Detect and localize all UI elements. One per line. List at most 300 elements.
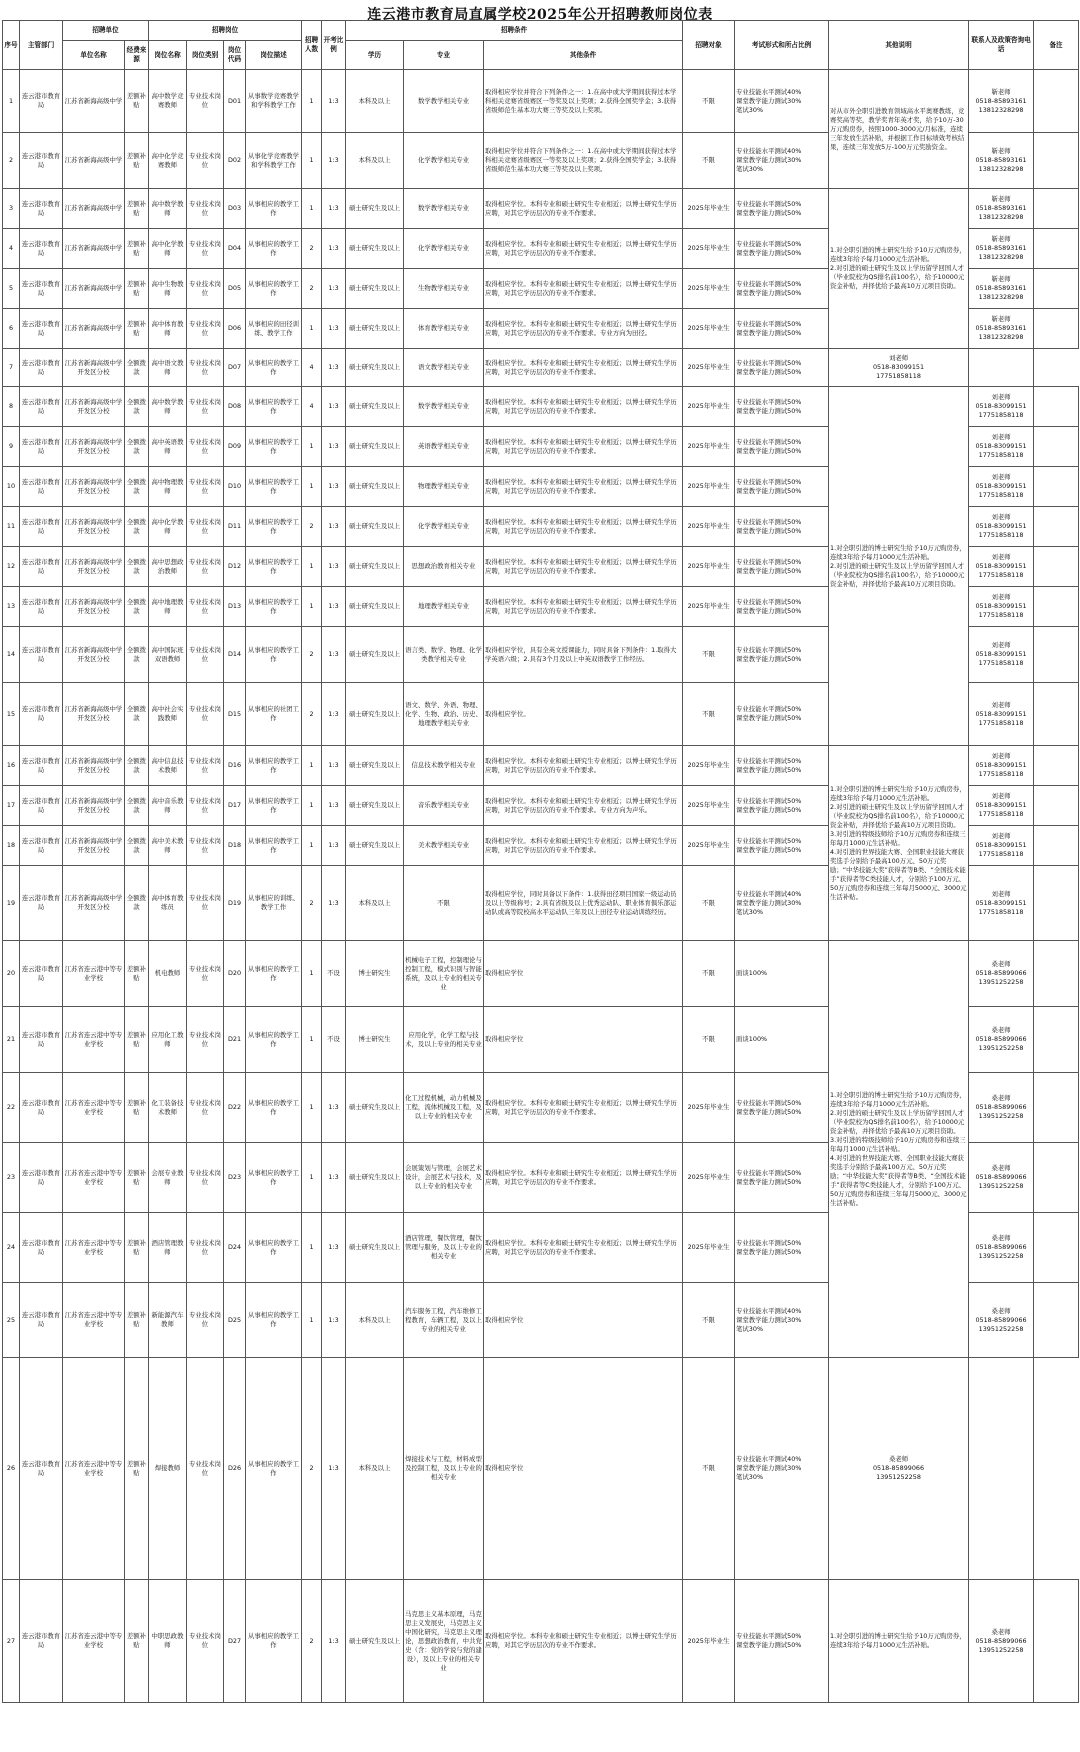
row-count: 1 (302, 587, 322, 627)
row-other: 取得相应学位，具有全英文授课能力，同时具备下列条件：1.取得大学英语六级；2.具有3个月及以上中英双语教学工作经历。 (484, 627, 683, 683)
row-code: D27 (224, 1580, 246, 1703)
row-count: 2 (302, 269, 322, 309)
row-exam: 专业技能水平测试50% 课堂教学能力测试50% (735, 387, 829, 427)
row-code: D17 (224, 786, 246, 826)
row-unit: 江苏省连云港中等专业学校 (63, 1073, 125, 1143)
row-major: 物理教学相关专业 (404, 467, 484, 507)
table-row (3, 349, 1079, 387)
row-edu: 硕士研究生及以上 (346, 627, 404, 683)
row-target: 2025年毕业生 (683, 1073, 735, 1143)
row-count: 1 (302, 189, 322, 229)
row-other: 取得相应学位。本科专业和硕士研究生专业相近；以博士研究生学历应聘，对其它学历层次的专业不作要求。 (484, 467, 683, 507)
row-post: 会展专业教师 (149, 1143, 187, 1213)
row-edu: 本科及以上 (346, 866, 404, 941)
row-target: 2025年毕业生 (683, 507, 735, 547)
row-target: 2025年毕业生 (683, 826, 735, 866)
row-other: 取得相应学位。本科专业和硕士研究生专业相近；以博士研究生学历应聘，对其它学历层次的专业不作要求。 (484, 547, 683, 587)
row-edu: 硕士研究生及以上 (346, 269, 404, 309)
row-dept: 连云港市教育局 (20, 866, 63, 941)
row-count: 1 (302, 1007, 322, 1073)
row-type: 专业技术岗位 (187, 229, 224, 269)
col-cond-group: 招聘条件 (346, 21, 683, 41)
row-edu: 硕士研究生及以上 (346, 683, 404, 746)
row-post: 高中生物教师 (149, 269, 187, 309)
row-post: 高中地理教师 (149, 587, 187, 627)
col-unit-name: 单位名称 (63, 41, 125, 70)
row-post: 酒店管理教师 (149, 1213, 187, 1283)
row-count: 1 (302, 826, 322, 866)
row-desc: 从事相应的教学工作 (246, 746, 302, 786)
row-post: 应用化工教师 (149, 1007, 187, 1073)
row-notes: 1.对全职引进的博士研究生给予10万元购房券，连续3年给予每月1000元生活补贴。 (829, 1580, 969, 1703)
row-notes: 1.对全职引进的博士研究生给予10万元购房券，连续3年给予每月1000元生活补贴。 2.对引进的硕士研究生及以上学历留学回国人才（毕业院校为QS排名前100名），给予10000元资金补贴，并择优给予最高10万元项目资助。 (829, 189, 969, 349)
row-edu: 本科及以上 (346, 70, 404, 133)
row-ratio: 1:3 (322, 349, 346, 387)
row-ratio: 不设 (322, 1007, 346, 1073)
row-dept: 连云港市教育局 (20, 309, 63, 349)
row-seq: 21 (3, 1007, 20, 1073)
row-ratio: 1:3 (322, 467, 346, 507)
row-major: 不限 (404, 866, 484, 941)
row-funding: 全额拨款 (125, 627, 149, 683)
row-post: 高中思想政治教师 (149, 547, 187, 587)
row-funding: 差额补贴 (125, 269, 149, 309)
row-remark (1034, 1007, 1079, 1073)
row-seq: 9 (3, 427, 20, 467)
row-other: 取得相应学位 (484, 1007, 683, 1073)
row-exam: 专业技能水平测试40% 课堂教学能力测试30% 笔试30% (735, 133, 829, 189)
row-desc: 从事相应的教学工作 (246, 349, 302, 387)
row-exam: 面谈100% (735, 941, 829, 1007)
row-code: D10 (224, 467, 246, 507)
row-exam: 专业技能水平测试40% 课堂教学能力测试30% 笔试30% (735, 1358, 829, 1580)
row-remark (1034, 309, 1079, 349)
row-type: 专业技术岗位 (187, 587, 224, 627)
row-code: D25 (224, 1283, 246, 1358)
row-contact: 桑老师 0518-85899066 13951252258 (969, 1580, 1034, 1703)
row-major: 音乐教学相关专业 (404, 786, 484, 826)
row-code: D20 (224, 941, 246, 1007)
row-other: 取得相应学位并符合下列条件之一：1.在高中或大学期间获得过本学科相关竞赛省级赛区一等奖及以上奖项；2.获得全国奖学金；3.获得省级师范生基本功大赛三等奖及以上奖项。 (484, 70, 683, 133)
row-major: 应用化学，化学工程与技术，及以上专业的相关专业 (404, 1007, 484, 1073)
row-desc: 从事相应的教学工作 (246, 507, 302, 547)
row-funding: 全额拨款 (125, 427, 149, 467)
row-post: 高中社会实践教师 (149, 683, 187, 746)
row-ratio: 1:3 (322, 387, 346, 427)
row-count: 1 (302, 133, 322, 189)
row-remark (1034, 189, 1079, 229)
row-target: 不限 (683, 133, 735, 189)
row-dept: 连云港市教育局 (20, 1007, 63, 1073)
row-other: 取得相应学位。本科专业和硕士研究生专业相近；以博士研究生学历应聘，对其它学历层次的专业不作要求。 (484, 1213, 683, 1283)
row-unit: 江苏省新海高级中学开发区分校 (63, 467, 125, 507)
row-contact: 刘老师 0518-83099151 17751858118 (829, 349, 969, 387)
row-desc: 从事相应的训练、教学工作 (246, 866, 302, 941)
col-post-desc: 岗位描述 (246, 41, 302, 70)
row-unit: 江苏省新海高级中学 (63, 229, 125, 269)
row-major: 生物教学相关专业 (404, 269, 484, 309)
row-unit: 江苏省新海高级中学 (63, 309, 125, 349)
row-remark (1034, 70, 1079, 133)
row-count: 2 (302, 1358, 322, 1580)
row-ratio: 1:3 (322, 683, 346, 746)
row-seq: 7 (3, 349, 20, 387)
row-type: 专业技术岗位 (187, 547, 224, 587)
row-code: D16 (224, 746, 246, 786)
row-target: 2025年毕业生 (683, 1143, 735, 1213)
row-funding: 差额补贴 (125, 1213, 149, 1283)
row-count: 4 (302, 387, 322, 427)
row-count: 2 (302, 229, 322, 269)
row-target: 2025年毕业生 (683, 349, 735, 387)
row-unit: 江苏省连云港中等专业学校 (63, 1143, 125, 1213)
row-exam: 专业技能水平测试40% 课堂教学能力测试30% 笔试30% (735, 70, 829, 133)
row-dept: 连云港市教育局 (20, 683, 63, 746)
row-count: 1 (302, 309, 322, 349)
row-unit: 江苏省新海高级中学开发区分校 (63, 826, 125, 866)
row-target: 2025年毕业生 (683, 427, 735, 467)
table-row (3, 189, 1079, 229)
row-code: D01 (224, 70, 246, 133)
row-count: 1 (302, 547, 322, 587)
row-ratio: 1:3 (322, 70, 346, 133)
row-target: 2025年毕业生 (683, 746, 735, 786)
row-other: 取得相应学位。本科专业和硕士研究生专业相近；以博士研究生学历应聘，对其它学历层次的专业不作要求。 (484, 587, 683, 627)
row-desc: 从事相应的教学工作 (246, 467, 302, 507)
row-edu: 硕士研究生及以上 (346, 786, 404, 826)
row-exam: 专业技能水平测试50% 课堂教学能力测试50% (735, 507, 829, 547)
row-unit: 江苏省新海高级中学开发区分校 (63, 427, 125, 467)
row-type: 专业技术岗位 (187, 189, 224, 229)
row-dept: 连云港市教育局 (20, 587, 63, 627)
row-major: 会展策划与管理，会展艺术设计，会展艺术与技术，及以上专业的相关专业 (404, 1143, 484, 1213)
row-type: 专业技术岗位 (187, 269, 224, 309)
table-row (3, 746, 1079, 786)
row-edu: 本科及以上 (346, 1358, 404, 1580)
row-seq: 2 (3, 133, 20, 189)
row-seq: 4 (3, 229, 20, 269)
row-unit: 江苏省新海高级中学 (63, 189, 125, 229)
row-funding: 全额拨款 (125, 547, 149, 587)
row-seq: 18 (3, 826, 20, 866)
row-unit: 江苏省新海高级中学开发区分校 (63, 746, 125, 786)
row-edu: 硕士研究生及以上 (346, 309, 404, 349)
row-code: D21 (224, 1007, 246, 1073)
row-unit: 江苏省连云港中等专业学校 (63, 1283, 125, 1358)
row-contact: 刘老师 0518-83099151 17751858118 (969, 427, 1034, 467)
row-post: 高中英语教师 (149, 427, 187, 467)
row-edu: 硕士研究生及以上 (346, 1143, 404, 1213)
row-target: 不限 (683, 941, 735, 1007)
row-post: 高中化学教师 (149, 507, 187, 547)
row-remark (1034, 1580, 1079, 1703)
row-count: 1 (302, 1143, 322, 1213)
row-type: 专业技术岗位 (187, 941, 224, 1007)
row-contact: 桑老师 0518-85899066 13951252258 (969, 941, 1034, 1007)
row-other: 取得相应学位。本科专业和硕士研究生专业相近；以博士研究生学历应聘，对其它学历层次的专业不作要求。 (484, 1143, 683, 1213)
row-post: 高中国际班双语教师 (149, 627, 187, 683)
row-count: 1 (302, 1073, 322, 1143)
row-ratio: 1:3 (322, 1213, 346, 1283)
row-code: D09 (224, 427, 246, 467)
row-dept: 连云港市教育局 (20, 1213, 63, 1283)
row-count: 4 (302, 349, 322, 387)
row-type: 专业技术岗位 (187, 786, 224, 826)
row-post: 高中物理教师 (149, 467, 187, 507)
row-target: 不限 (683, 70, 735, 133)
row-edu: 硕士研究生及以上 (346, 467, 404, 507)
row-ratio: 1:3 (322, 309, 346, 349)
row-count: 1 (302, 467, 322, 507)
row-exam: 专业技能水平测试50% 课堂教学能力测试50% (735, 786, 829, 826)
row-other: 取得相应学位。本科专业和硕士研究生专业相近；以博士研究生学历应聘，对其它学历层次的专业不作要求。 (484, 427, 683, 467)
row-contact: 刘老师 0518-83099151 17751858118 (969, 683, 1034, 746)
row-target: 2025年毕业生 (683, 229, 735, 269)
row-major: 语言类、数学、物理、化学类教学相关专业 (404, 627, 484, 683)
row-type: 专业技术岗位 (187, 866, 224, 941)
row-post: 中职思政教师 (149, 1580, 187, 1703)
row-exam: 专业技能水平测试50% 课堂教学能力测试50% (735, 1143, 829, 1213)
row-funding: 差额补贴 (125, 229, 149, 269)
row-desc: 从事相应的教学工作 (246, 269, 302, 309)
row-edu: 硕士研究生及以上 (346, 1580, 404, 1703)
row-exam: 面谈100% (735, 1007, 829, 1073)
row-other: 取得相应学位。本科专业和硕士研究生专业相近；以博士研究生学历应聘，对其它学历层次的专业不作要求。 (484, 1073, 683, 1143)
row-seq: 11 (3, 507, 20, 547)
row-major: 化工过程机械，动力机械及工程，流体机械及工程，及以上专业的相关专业 (404, 1073, 484, 1143)
table-body (3, 70, 1079, 1703)
row-major: 语文、数学、外语、物理、化学、生物、政治、历史、地理教学相关专业 (404, 683, 484, 746)
row-contact: 靳老师 0518-85893161 13812328298 (969, 229, 1034, 269)
row-seq: 27 (3, 1580, 20, 1703)
row-edu: 硕士研究生及以上 (346, 349, 404, 387)
table-row (3, 941, 1079, 1007)
row-remark (1034, 547, 1079, 587)
row-seq: 17 (3, 786, 20, 826)
row-contact: 桑老师 0518-85899066 13951252258 (969, 1283, 1034, 1358)
row-funding: 差额补贴 (125, 133, 149, 189)
row-major: 数学教学相关专业 (404, 70, 484, 133)
row-unit: 江苏省新海高级中学开发区分校 (63, 349, 125, 387)
row-exam: 专业技能水平测试50% 课堂教学能力测试50% (735, 826, 829, 866)
row-exam: 专业技能水平测试50% 课堂教学能力测试50% (735, 627, 829, 683)
row-desc: 从事相应的教学工作 (246, 1073, 302, 1143)
row-ratio: 1:3 (322, 1073, 346, 1143)
row-seq: 10 (3, 467, 20, 507)
row-dept: 连云港市教育局 (20, 746, 63, 786)
row-major: 化学教学相关专业 (404, 507, 484, 547)
row-unit: 江苏省新海高级中学开发区分校 (63, 387, 125, 427)
row-exam: 专业技能水平测试50% 课堂教学能力测试50% (735, 309, 829, 349)
row-remark (1034, 866, 1079, 941)
row-major: 语文教学相关专业 (404, 349, 484, 387)
row-type: 专业技术岗位 (187, 1358, 224, 1580)
row-dept: 连云港市教育局 (20, 70, 63, 133)
row-other: 取得相应学位。本科专业和硕士研究生专业相近；以博士研究生学历应聘，对其它学历层次的专业不作要求。 (484, 387, 683, 427)
row-ratio: 1:3 (322, 1143, 346, 1213)
row-funding: 差额补贴 (125, 1007, 149, 1073)
row-post: 新能源汽车教师 (149, 1283, 187, 1358)
row-dept: 连云港市教育局 (20, 1073, 63, 1143)
row-dept: 连云港市教育局 (20, 467, 63, 507)
row-contact: 靳老师 0518-85893161 13812328298 (969, 269, 1034, 309)
row-other: 取得相应学位。本科专业和硕士研究生专业相近；以博士研究生学历应聘，对其它学历层次的专业不作要求。 (484, 826, 683, 866)
row-contact: 靳老师 0518-85893161 13812328298 (969, 189, 1034, 229)
row-code: D22 (224, 1073, 246, 1143)
row-remark (1034, 826, 1079, 866)
row-target: 2025年毕业生 (683, 587, 735, 627)
row-post: 高中化学教师 (149, 229, 187, 269)
row-major: 焊接技术与工程，材料成型及控制工程，及以上专业的相关专业 (404, 1358, 484, 1580)
row-code: D11 (224, 507, 246, 547)
col-notes: 其他说明 (829, 21, 969, 70)
row-funding: 全额拨款 (125, 826, 149, 866)
row-contact: 桑老师 0518-85899066 13951252258 (969, 1143, 1034, 1213)
row-notes: 1.对全职引进的博士研究生给予10万元购房券，连续3年给予每月1000元生活补贴。 2.对引进的硕士研究生及以上学历留学回国人才（毕业院校为QS排名前100名），给予10000元资金补贴，并择优给予最高10万元项目资助。 (829, 387, 969, 746)
row-unit: 江苏省连云港中等专业学校 (63, 1580, 125, 1703)
row-count: 1 (302, 941, 322, 1007)
row-desc: 从事相应的教学工作 (246, 786, 302, 826)
row-contact: 刘老师 0518-83099151 17751858118 (969, 627, 1034, 683)
row-contact: 刘老师 0518-83099151 17751858118 (969, 866, 1034, 941)
row-seq: 8 (3, 387, 20, 427)
row-desc: 从事相应的教学工作 (246, 1143, 302, 1213)
row-desc: 从事相应的教学工作 (246, 587, 302, 627)
row-funding: 差额补贴 (125, 1580, 149, 1703)
row-major: 马克思主义基本原理，马克思主义发展史，马克思主义中国化研究，马克思主义理论，思想政治教育，中共党史（含：党的学说与党的建设），及以上专业的相关专业 (404, 1580, 484, 1703)
row-ratio: 1:3 (322, 133, 346, 189)
row-dept: 连云港市教育局 (20, 507, 63, 547)
row-funding: 差额补贴 (125, 1143, 149, 1213)
row-dept: 连云港市教育局 (20, 427, 63, 467)
row-notes: 1.对全职引进的博士研究生给予10万元购房券，连续3年给予每月1000元生活补贴。 2.对引进的硕士研究生及以上学历留学回国人才（毕业院校为QS排名前100名），给予10000元资金补贴，并择优给予最高10万元项目资助。 3.对引进的特级技师给予10万元购房券和连续三年每月1000元生活补贴。 4.对引进的世界技能大赛、全国职业技能大赛获奖选手分别给予最高100万元、50万元奖励；“中华技能大奖”获得者等B类、“全国技术能手”获得者等C类技能人才，分别给予100万元、50万元购房券和连续三年每月5000元、3000元生活补贴。 (829, 746, 969, 941)
row-post: 高中化学竞赛教师 (149, 133, 187, 189)
row-dept: 连云港市教育局 (20, 387, 63, 427)
page-title: 连云港市教育局直属学校2025年公开招聘教师岗位表 (367, 7, 713, 23)
row-contact: 刘老师 0518-83099151 17751858118 (969, 547, 1034, 587)
row-remark (1034, 1213, 1079, 1283)
row-seq: 22 (3, 1073, 20, 1143)
row-remark (1034, 683, 1079, 746)
row-other: 取得相应学位 (484, 941, 683, 1007)
row-post: 高中数学教师 (149, 189, 187, 229)
row-type: 专业技术岗位 (187, 683, 224, 746)
row-count: 1 (302, 746, 322, 786)
row-target: 2025年毕业生 (683, 1213, 735, 1283)
row-other: 取得相应学位。本科专业和硕士研究生专业相近；以博士研究生学历应聘，对其它学历层次的专业不作要求。 (484, 507, 683, 547)
row-edu: 硕士研究生及以上 (346, 547, 404, 587)
row-seq: 6 (3, 309, 20, 349)
row-edu: 本科及以上 (346, 1283, 404, 1358)
row-edu: 硕士研究生及以上 (346, 746, 404, 786)
row-count: 2 (302, 1580, 322, 1703)
row-target: 2025年毕业生 (683, 189, 735, 229)
row-type: 专业技术岗位 (187, 427, 224, 467)
row-seq: 14 (3, 627, 20, 683)
col-funding: 经费来源 (125, 41, 149, 70)
row-type: 专业技术岗位 (187, 627, 224, 683)
row-type: 专业技术岗位 (187, 1213, 224, 1283)
row-remark (1034, 507, 1079, 547)
row-code: D23 (224, 1143, 246, 1213)
col-major: 专业 (404, 41, 484, 70)
row-exam: 专业技能水平测试50% 课堂教学能力测试50% (735, 746, 829, 786)
row-contact: 桑老师 0518-85899066 13951252258 (969, 1007, 1034, 1073)
row-target: 不限 (683, 1007, 735, 1073)
row-contact: 刘老师 0518-83099151 17751858118 (969, 387, 1034, 427)
row-count: 1 (302, 70, 322, 133)
row-desc: 从事相应的教学工作 (246, 189, 302, 229)
row-other: 取得相应学位。本科专业和硕士研究生专业相近；以博士研究生学历应聘，对其它学历层次的专业不作要求。 (484, 189, 683, 229)
row-funding: 差额补贴 (125, 189, 149, 229)
row-other: 取得相应学位 (484, 1283, 683, 1358)
row-post: 高中体育教练员 (149, 866, 187, 941)
row-dept: 连云港市教育局 (20, 229, 63, 269)
row-ratio: 1:3 (322, 1283, 346, 1358)
row-post: 高中信息技术教师 (149, 746, 187, 786)
row-seq: 1 (3, 70, 20, 133)
row-dept: 连云港市教育局 (20, 1283, 63, 1358)
row-major: 地理教学相关专业 (404, 587, 484, 627)
row-dept: 连云港市教育局 (20, 826, 63, 866)
row-edu: 硕士研究生及以上 (346, 826, 404, 866)
row-count: 2 (302, 866, 322, 941)
row-other: 取得相应学位。本科专业和硕士研究生专业相近；以博士研究生学历应聘，对其它学历层次的专业不作要求。 (484, 349, 683, 387)
row-exam: 专业技能水平测试40% 课堂教学能力测试30% 笔试30% (735, 1283, 829, 1358)
row-post: 高中数学竞赛教师 (149, 70, 187, 133)
col-dept: 主管部门 (20, 21, 63, 70)
row-code: D06 (224, 309, 246, 349)
row-type: 专业技术岗位 (187, 467, 224, 507)
row-type: 专业技术岗位 (187, 1580, 224, 1703)
row-exam: 专业技能水平测试50% 课堂教学能力测试50% (735, 189, 829, 229)
row-post: 高中语文教师 (149, 349, 187, 387)
row-funding: 差额补贴 (125, 1358, 149, 1580)
row-code: D24 (224, 1213, 246, 1283)
row-exam: 专业技能水平测试50% 课堂教学能力测试50% (735, 587, 829, 627)
row-type: 专业技术岗位 (187, 387, 224, 427)
row-dept: 连云港市教育局 (20, 133, 63, 189)
row-contact: 桑老师 0518-85899066 13951252258 (969, 1073, 1034, 1143)
table-row (3, 1358, 1079, 1580)
row-seq: 15 (3, 683, 20, 746)
row-contact: 刘老师 0518-83099151 17751858118 (969, 507, 1034, 547)
row-target: 不限 (683, 1358, 735, 1580)
row-target: 2025年毕业生 (683, 1580, 735, 1703)
row-seq: 20 (3, 941, 20, 1007)
col-post-type: 岗位类别 (187, 41, 224, 70)
row-dept: 连云港市教育局 (20, 547, 63, 587)
row-seq: 25 (3, 1283, 20, 1358)
row-major: 美术教学相关专业 (404, 826, 484, 866)
row-type: 专业技术岗位 (187, 309, 224, 349)
row-major: 体育教学相关专业 (404, 309, 484, 349)
row-major: 机械电子工程，控制理论与控制工程，模式识别与智能系统，及以上专业的相关专业 (404, 941, 484, 1007)
row-seq: 16 (3, 746, 20, 786)
row-code: D15 (224, 683, 246, 746)
row-major: 思想政治教育相关专业 (404, 547, 484, 587)
row-dept: 连云港市教育局 (20, 1358, 63, 1580)
row-edu: 硕士研究生及以上 (346, 387, 404, 427)
row-remark (1034, 133, 1079, 189)
row-seq: 19 (3, 866, 20, 941)
row-unit: 江苏省新海高级中学 (63, 269, 125, 309)
row-code: D04 (224, 229, 246, 269)
row-post: 高中体育教师 (149, 309, 187, 349)
job-table (2, 20, 1079, 1703)
row-edu: 硕士研究生及以上 (346, 1073, 404, 1143)
row-other: 取得相应学位 (484, 1358, 683, 1580)
